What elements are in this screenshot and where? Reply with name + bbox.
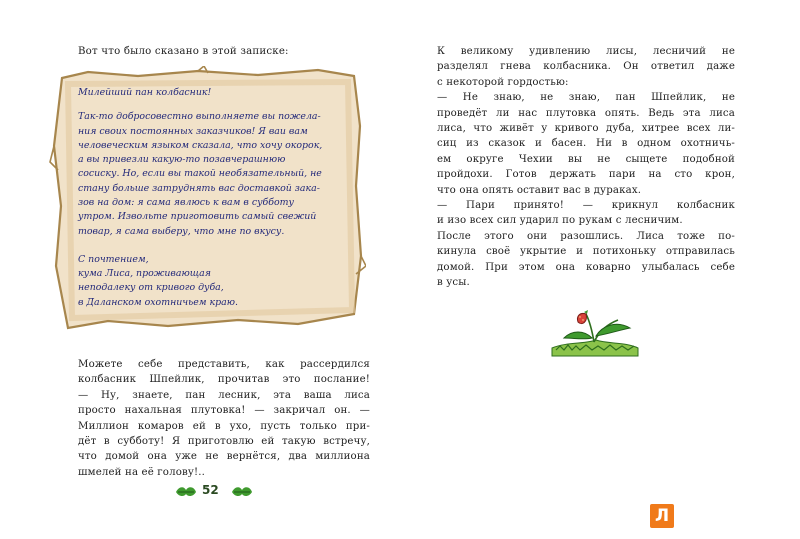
letter-line: ния своих постоянных заказчиков! Я ваи вам	[78, 125, 308, 137]
text-line: ем округе Чехии вы не сыщете подобной	[437, 153, 735, 165]
handwritten-letter	[48, 66, 366, 336]
intro-line: Вот что было сказано в этой записке:	[78, 46, 289, 57]
right-body-text	[437, 44, 735, 291]
letter-line: сосиску. Но, если вы такой необязательный, не	[78, 168, 322, 180]
publisher-logo-icon: Л	[650, 504, 674, 528]
letter-line: зов на дом: я сама явлюсь к вам в субботу	[78, 197, 294, 209]
text-line: пройдохи. Готов держать пари на сто крон,	[437, 169, 735, 181]
letter-line: товар, я сама выберу, что мне по вкусу.	[78, 225, 285, 237]
text-line: что она опять оставит вас в дураках.	[437, 184, 642, 196]
letter-line: утром. Извольте приготовить самый свежий	[78, 211, 317, 223]
text-line: просто нахальная плутовка! — закричал он. —	[78, 405, 370, 417]
text-line: К великому удивлению лисы, лесничий не	[437, 46, 735, 57]
text-line: кинула своё укрытие и потихоньку отправилась	[437, 246, 735, 258]
text-line: Можете себе представить, как рассердился	[78, 359, 370, 370]
letter-line: Так-то добросовестно выполняете вы пожела-	[78, 111, 321, 123]
strawberry-plant-illustration	[546, 300, 642, 360]
text-line: домой. При этом она коварно улыбалась себе	[437, 261, 735, 273]
text-line: что домой она уже не вернётся, два миллиона	[78, 451, 370, 463]
signature-line: в Даланском охотничьем краю.	[78, 296, 238, 308]
left-leaf-icon	[174, 485, 198, 499]
right-page	[400, 0, 800, 539]
text-line: и изо всех сил ударил по рукам с лесничим.	[437, 215, 683, 227]
text-line: сиц из сказок и басен. Ни в одном охотничь-	[437, 138, 735, 150]
text-line: разделял гнева колбасника. Он ответил даже	[437, 61, 735, 73]
page-number: 52	[202, 483, 219, 497]
letter-text	[78, 86, 350, 310]
right-leaf-icon	[230, 485, 254, 499]
text-line: После этого они разошлись. Лиса тоже по-	[437, 230, 735, 242]
text-line: лиса, что живёт у кривого дуба, хитрее всех ли-	[437, 123, 735, 135]
letter-line: а вы привезли какую-то позавчерашнюю	[78, 154, 286, 166]
page-footer	[174, 482, 254, 502]
text-line: в усы.	[437, 277, 470, 289]
signature-line: кума Лиса, проживающая	[78, 268, 211, 280]
text-line: с некоторой гордостью:	[437, 76, 569, 88]
text-line: проведёт ли нас плутовка опять. Ведь эта лиса	[437, 107, 735, 119]
signature-line: С почтением,	[78, 253, 149, 265]
signature-line: неподалеку от кривого дуба,	[78, 282, 224, 294]
text-line: — Ну, знаете, пан лесник, эта ваша лиса	[78, 389, 370, 401]
text-line: — Не знаю, не знаю, пан Шпейлик, не	[437, 92, 735, 104]
text-line: дёт в субботу! Я приготовлю ей такую встречу,	[78, 436, 370, 448]
letter-greeting: Милейший пан колбасник!	[78, 87, 212, 98]
letter-signature	[78, 253, 350, 310]
text-line: шмелей на её голову!..	[78, 466, 206, 478]
text-line: колбасник Шпейлик, прочитав это послание!	[78, 374, 370, 386]
letter-paragraph	[78, 110, 350, 239]
letter-line: человеческим языком сказала, что хочу окорок,	[78, 139, 323, 151]
text-line: — Пари принято! — крикнул колбасник	[437, 200, 735, 212]
text-line: Миллион комаров ей в ухо, пусть только при-	[78, 420, 370, 432]
left-body-text	[78, 357, 370, 480]
letter-line: стану больше затруднять вас доставкой зака-	[78, 182, 320, 194]
